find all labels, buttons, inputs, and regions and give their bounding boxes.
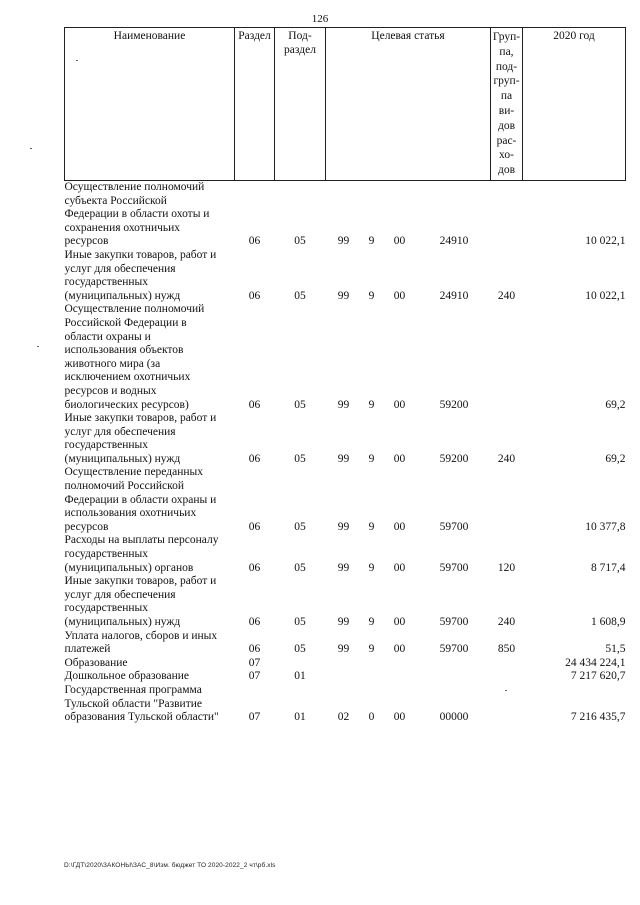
table-row <box>65 466 626 534</box>
table-row <box>65 249 626 303</box>
amount-cell: 1 608,9 <box>591 616 626 628</box>
text-line: Дошкольное образование <box>64 670 190 683</box>
razdel-cell: 06 <box>248 616 261 628</box>
razdel-cell: 06 <box>248 398 261 411</box>
target-subprogram-cell: 9 <box>368 289 375 302</box>
target-subprogram-cell: 9 <box>368 616 375 628</box>
target-program-cell: 02 <box>337 711 350 724</box>
razdel-cell: 06 <box>248 561 261 574</box>
text-line: сохранения охотничьих <box>64 221 181 234</box>
text-line: услуг для обеспечения <box>64 262 176 275</box>
text-line: рас- <box>496 134 517 147</box>
text-line: Иные закупки товаров, работ и <box>64 248 217 261</box>
target-direction-cell: 24910 <box>439 289 469 302</box>
razdel-cell: 06 <box>248 643 261 656</box>
target-main-event-cell: 00 <box>393 643 406 656</box>
scan-speck <box>30 148 32 149</box>
file-path-footer: D:\ГДТ\2020\ЗАКОНЫ\ЗАС_8\Изм. бюджет ТО 2020-2022_2 чт\рб.xls <box>64 862 276 869</box>
podrazdel-cell: 01 <box>294 670 306 683</box>
text-line: (муниципальных) нужд <box>64 616 181 628</box>
razdel-cell: 06 <box>248 452 261 465</box>
text-line: Уплата налогов, сборов и иных <box>64 629 218 642</box>
header-year: 2020 год <box>523 28 626 181</box>
target-program-cell: 99 <box>337 235 350 248</box>
table-row <box>65 657 626 671</box>
text-line: услуг для обеспечения <box>64 425 176 438</box>
podrazdel-cell: 05 <box>294 616 306 628</box>
target-program-cell: 99 <box>337 289 350 302</box>
target-main-event-cell <box>382 670 418 684</box>
text-line: Федерации в области охоты и <box>64 208 210 221</box>
text-line: государственных <box>64 276 149 289</box>
text-line: (муниципальных) нужд <box>64 452 181 465</box>
table-row <box>65 181 626 249</box>
page-number: 126 <box>311 13 329 25</box>
expense-group-cell: 240 <box>497 616 516 628</box>
podrazdel-cell: 05 <box>294 643 306 656</box>
text-line: платежей <box>64 643 111 656</box>
text-line: па, <box>499 45 514 58</box>
row-name-cell <box>65 684 235 725</box>
target-subprogram-cell: 9 <box>368 452 375 465</box>
text-line: Осуществление полномочий <box>64 181 205 193</box>
target-subprogram-cell <box>362 657 382 671</box>
text-line: Расходы на выплаты персоналу <box>64 534 219 547</box>
target-direction-cell: 59200 <box>439 398 469 411</box>
text-line: Осуществление полномочий <box>64 303 205 316</box>
podrazdel-cell <box>275 657 326 671</box>
text-line: исключением охотничьих <box>64 371 191 384</box>
text-line: Государственная программа <box>64 683 202 696</box>
target-program-cell: 99 <box>337 452 350 465</box>
text-line: государственных <box>64 439 149 452</box>
target-subprogram-cell: 9 <box>368 520 375 533</box>
expense-group-cell: 240 <box>497 289 516 302</box>
target-subprogram-cell: 9 <box>368 398 375 411</box>
text-line: Иные закупки товаров, работ и <box>64 412 217 425</box>
table-row <box>65 575 626 629</box>
text-line: услуг для обеспечения <box>64 588 176 601</box>
header-target: Целевая статья <box>326 28 491 181</box>
text-line: (муниципальных) органов <box>64 561 194 574</box>
text-line: Осуществление переданных <box>64 466 203 479</box>
header-name: Наименование <box>65 28 235 181</box>
target-direction-cell <box>418 657 491 671</box>
amount-cell: 8 717,4 <box>591 561 626 574</box>
text-line: Образование <box>64 656 128 669</box>
header-podrazdel <box>275 28 326 181</box>
text-line: Под- <box>288 30 312 42</box>
target-subprogram-cell: 9 <box>368 561 375 574</box>
amount-cell: 10 022,1 <box>585 289 626 302</box>
text-line: Иные закупки товаров, работ и <box>64 575 217 588</box>
text-line: ресурсов <box>64 520 109 533</box>
scan-speck <box>76 60 78 61</box>
target-main-event-cell: 00 <box>393 398 406 411</box>
row-name-cell <box>65 181 235 249</box>
row-name-cell <box>65 534 235 575</box>
target-subprogram-cell <box>362 670 382 684</box>
text-line: области охраны и <box>64 330 151 343</box>
razdel-cell: 07 <box>248 711 261 724</box>
target-main-event-cell <box>382 657 418 671</box>
text-line: субъекта Российской <box>64 194 167 207</box>
podrazdel-cell: 01 <box>294 711 306 724</box>
razdel-cell: 07 <box>248 656 261 669</box>
header-razdel: Раздел <box>235 28 275 181</box>
text-line: дов <box>497 164 516 177</box>
target-program-cell: 99 <box>337 520 350 533</box>
target-direction-cell: 59700 <box>439 616 469 628</box>
text-line: па ви- <box>498 90 515 117</box>
amount-cell: 10 377,8 <box>585 520 626 533</box>
target-program-cell: 99 <box>337 616 350 628</box>
amount-cell: 10 022,1 <box>585 235 626 248</box>
expense-group-cell: 240 <box>497 452 516 465</box>
row-name-cell <box>65 466 235 534</box>
expense-group-cell: 850 <box>497 643 516 656</box>
header-group <box>491 28 523 181</box>
scan-speck <box>505 690 507 691</box>
amount-cell: 24 434 224,1 <box>565 656 626 669</box>
podrazdel-cell: 05 <box>294 561 306 574</box>
target-subprogram-cell: 0 <box>368 711 375 724</box>
target-direction-cell: 59700 <box>439 561 469 574</box>
row-name-cell <box>65 412 235 466</box>
amount-cell: 7 216 435,7 <box>570 711 626 724</box>
text-line: биологических ресурсов) <box>64 398 189 411</box>
text-line: (муниципальных) нужд <box>64 289 181 302</box>
target-program-cell: 99 <box>337 561 350 574</box>
podrazdel-cell: 05 <box>294 398 306 411</box>
razdel-cell: 06 <box>248 289 261 302</box>
target-main-event-cell: 00 <box>393 289 406 302</box>
target-program-cell <box>326 657 362 671</box>
text-line: груп- <box>493 75 520 88</box>
budget-table <box>64 27 626 725</box>
target-program-cell <box>326 670 362 684</box>
expense-group-cell <box>491 303 523 412</box>
table-row <box>65 303 626 412</box>
expense-group-cell: 120 <box>497 561 516 574</box>
expense-group-cell <box>491 181 523 249</box>
podrazdel-cell: 05 <box>294 452 306 465</box>
table-row <box>65 684 626 725</box>
expense-group-cell <box>491 657 523 671</box>
target-direction-cell: 00000 <box>439 711 469 724</box>
expense-group-cell <box>491 466 523 534</box>
table-row <box>65 412 626 466</box>
podrazdel-cell: 05 <box>294 520 306 533</box>
expense-group-cell <box>491 670 523 684</box>
text-line: Федерации в области охраны и <box>64 493 217 506</box>
amount-cell: 7 217 620,7 <box>570 670 626 683</box>
podrazdel-cell: 05 <box>294 289 306 302</box>
target-direction-cell: 59200 <box>439 452 469 465</box>
text-line: под- <box>495 60 518 73</box>
table-header-row <box>65 28 626 181</box>
target-main-event-cell: 00 <box>393 561 406 574</box>
amount-cell: 69,2 <box>605 452 626 465</box>
target-direction-cell: 24910 <box>439 235 469 248</box>
text-line: животного мира (за <box>64 357 161 370</box>
text-line: хо- <box>499 149 514 162</box>
text-line: использования охотничьих <box>64 507 197 520</box>
target-main-event-cell: 00 <box>393 616 406 628</box>
razdel-cell: 07 <box>248 670 261 683</box>
scan-speck <box>37 346 39 347</box>
target-main-event-cell: 00 <box>393 711 406 724</box>
row-name-cell <box>65 657 235 671</box>
amount-cell: 69,2 <box>605 398 626 411</box>
text-line: использования объектов <box>64 344 184 357</box>
target-main-event-cell: 00 <box>393 452 406 465</box>
target-subprogram-cell: 9 <box>368 235 375 248</box>
row-name-cell <box>65 303 235 412</box>
text-line: дов <box>497 119 516 132</box>
text-line: Груп- <box>492 31 521 43</box>
row-name-cell <box>65 249 235 303</box>
amount-cell: 51,5 <box>605 643 626 656</box>
row-name-cell <box>65 670 235 684</box>
table-row <box>65 534 626 575</box>
target-program-cell: 99 <box>337 643 350 656</box>
target-direction-cell: 59700 <box>439 643 469 656</box>
text-line: ресурсов <box>64 235 109 248</box>
target-main-event-cell: 00 <box>393 520 406 533</box>
text-line: Тульской области "Развитие <box>64 697 202 710</box>
text-line: государственных <box>64 602 149 615</box>
target-direction-cell: 59700 <box>439 520 469 533</box>
table-row <box>65 630 626 657</box>
target-subprogram-cell: 9 <box>368 643 375 656</box>
row-name-cell <box>65 575 235 629</box>
text-line: образования Тульской области" <box>64 711 219 724</box>
target-main-event-cell: 00 <box>393 235 406 248</box>
razdel-cell: 06 <box>248 235 261 248</box>
podrazdel-cell: 05 <box>294 235 306 248</box>
target-direction-cell <box>418 670 491 684</box>
text-line: раздел <box>284 43 316 56</box>
text-line: ресурсов и водных <box>64 384 157 397</box>
row-name-cell <box>65 630 235 657</box>
target-program-cell: 99 <box>337 398 350 411</box>
text-line: полномочий Российской <box>64 480 185 493</box>
table-row <box>65 670 626 684</box>
razdel-cell: 06 <box>248 520 261 533</box>
text-line: государственных <box>64 548 149 561</box>
text-line: Российской Федерации в <box>64 316 187 329</box>
